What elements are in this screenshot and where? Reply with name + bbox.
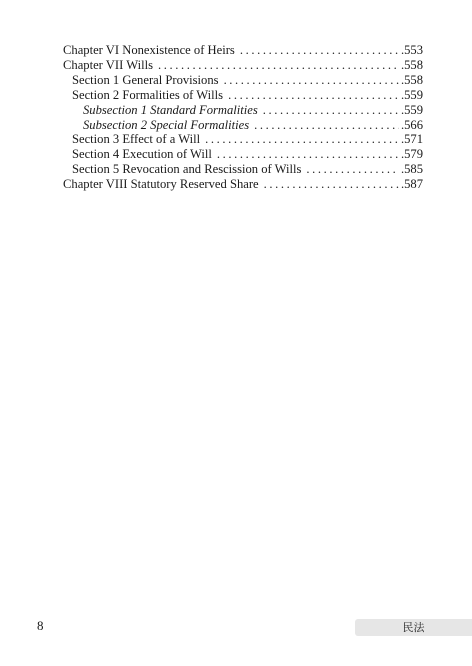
toc-dot-leader — [240, 43, 399, 58]
toc-entry-page: .553 — [400, 43, 423, 57]
toc-entry — [63, 177, 423, 192]
toc-entry — [63, 73, 423, 88]
toc-entry — [63, 43, 423, 58]
toc-entry-title: Chapter VIII Statutory Reserved Share — [63, 177, 259, 192]
toc-entry-title: Subsection 2 Special Formalities — [83, 117, 250, 132]
toc-entry-page: .558 — [400, 57, 423, 72]
toc-entry — [63, 147, 423, 162]
toc-entry-page: .587 — [400, 177, 423, 192]
toc-entry-title: Chapter VII Wills — [63, 57, 153, 72]
toc-entry — [63, 132, 423, 147]
toc-dot-leader — [263, 103, 399, 118]
table-of-contents — [63, 43, 423, 192]
toc-entry-page: .571 — [400, 132, 423, 147]
toc-entry-page: .579 — [400, 147, 423, 162]
toc-entry-page: .566 — [400, 117, 423, 132]
toc-entry-title: Chapter VI Nonexistence of Heirs — [63, 43, 235, 57]
toc-entry-title: Section 4 Execution of Will — [72, 147, 212, 162]
toc-dot-leader — [217, 147, 399, 162]
toc-entry-title: Section 5 Revocation and Rescission of Wills — [72, 162, 302, 177]
toc-dot-leader — [264, 177, 399, 192]
toc-entry-page: .558 — [400, 72, 423, 87]
toc-entry-page: .559 — [400, 102, 423, 117]
toc-dot-leader — [254, 118, 399, 133]
toc-entry-title: Section 3 Effect of a Will — [72, 132, 201, 147]
toc-entry-title: Subsection 1 Standard Formalities — [83, 102, 258, 117]
toc-dot-leader — [158, 58, 399, 73]
toc-entry — [63, 58, 423, 73]
toc-dot-leader — [205, 132, 399, 147]
toc-entry-title: Section 2 Formalities of Wills — [72, 87, 224, 102]
section-tab-label: 民法 — [355, 619, 472, 636]
toc-dot-leader — [306, 162, 399, 177]
page-number: 8 — [37, 618, 44, 633]
toc-entry — [63, 162, 423, 177]
toc-entry — [63, 88, 423, 103]
toc-entry-page: .585 — [400, 162, 423, 177]
toc-dot-leader — [228, 88, 399, 103]
toc-entry-page: .559 — [400, 87, 423, 102]
toc-dot-leader — [224, 73, 399, 88]
toc-entry-title: Section 1 General Provisions — [72, 72, 219, 87]
toc-entry — [63, 118, 423, 133]
toc-entry — [63, 103, 423, 118]
